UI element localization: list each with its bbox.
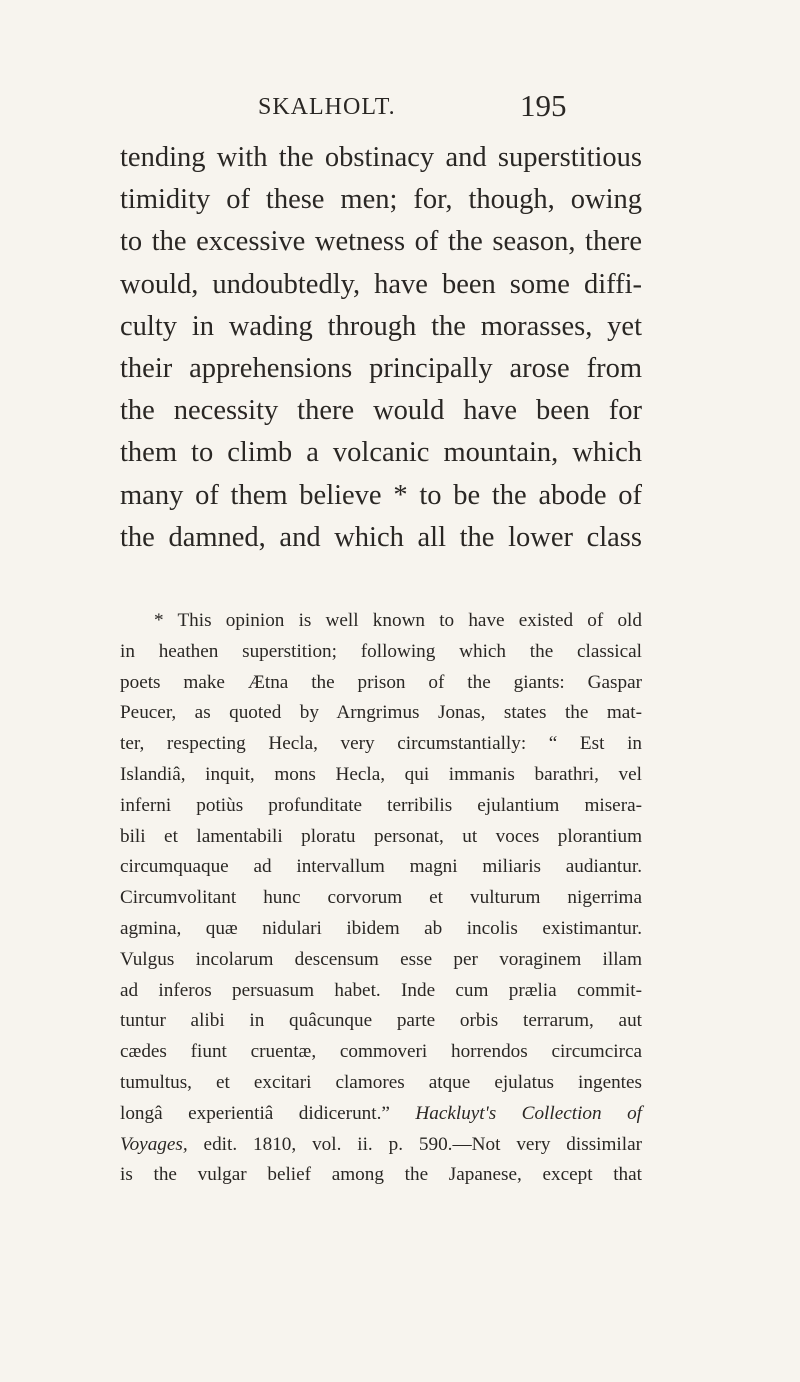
body-line: culty in wading through the morasses, yet (120, 310, 642, 342)
citation-title: Hackluyt's Collection of (415, 1102, 642, 1124)
footnote-line: bili et lamentabili ploratu personat, ut voces plorantium (120, 825, 642, 847)
body-line: to the excessive wetness of the season, there (120, 226, 642, 258)
footnote-line: Peucer, as quoted by Arngrimus Jonas, states the mat- (120, 702, 642, 724)
footnote-line: poets make Ætna the prison of the giants: Gaspar (120, 671, 642, 693)
footnote-line: ad inferos persuasum habet. Inde cum prælia commit- (120, 979, 642, 1001)
running-head (258, 88, 578, 128)
footnote-line: in heathen superstition; following which the classical (120, 640, 642, 662)
body-line: would, undoubtedly, have been some diffi- (120, 268, 642, 300)
citation-title-continued: Voyages, (120, 1133, 188, 1155)
footnote-line: ter, respecting Hecla, very circumstantially: “ Est in (120, 733, 642, 755)
main-text (120, 137, 642, 559)
footnote-line: * This opinion is well known to have existed of old (154, 610, 642, 631)
footnote-line: is the vulgar belief among the Japanese, except that (120, 1164, 642, 1186)
body-line: the necessity there would have been for (120, 395, 642, 427)
footnote-line: cædes fiunt cruentæ, commoveri horrendos circumcirca (120, 1041, 642, 1063)
footnote (120, 606, 642, 1191)
footnote-citation-line (120, 1099, 642, 1130)
page-number: 195 (520, 88, 567, 123)
body-line: many of them believe * to be the abode of (120, 479, 642, 511)
footnote-line: Islandiâ, inquit, mons Hecla, qui immanis barathri, vel (120, 763, 642, 785)
running-title: SKALHOLT. (258, 94, 396, 120)
footnote-line: tuntur alibi in quâcunque parte orbis terrarum, aut (120, 1010, 642, 1032)
body-line: them to climb a volcanic mountain, which (120, 437, 642, 469)
footnote-line: tumultus, et excitari clamores atque ejulatus ingentes (120, 1071, 642, 1093)
footnote-line: inferni potiùs profunditate terribilis ejulantium misera- (120, 794, 642, 816)
footnote-quote-end: longâ experientiâ didicerunt.” (120, 1102, 390, 1124)
footnote-line: Circumvolitant hunc corvorum et vulturum nigerrima (120, 887, 642, 909)
body-line: the damned, and which all the lower class (120, 521, 642, 553)
footnote-line: agmina, quæ nidulari ibidem ab incolis existimantur. (120, 917, 642, 939)
footnote-citation-line (120, 1130, 642, 1161)
body-line: their apprehensions principally arose from (120, 352, 642, 384)
body-line: tending with the obstinacy and superstitious (120, 142, 642, 173)
citation-details: edit. 1810, vol. ii. p. 590.—Not very dissimilar (187, 1133, 642, 1155)
footnote-line: Vulgus incolarum descensum esse per voraginem illam (120, 948, 642, 970)
body-line: timidity of these men; for, though, owing (120, 184, 642, 216)
footnote-line: circumquaque ad intervallum magni miliaris audiantur. (120, 856, 642, 878)
